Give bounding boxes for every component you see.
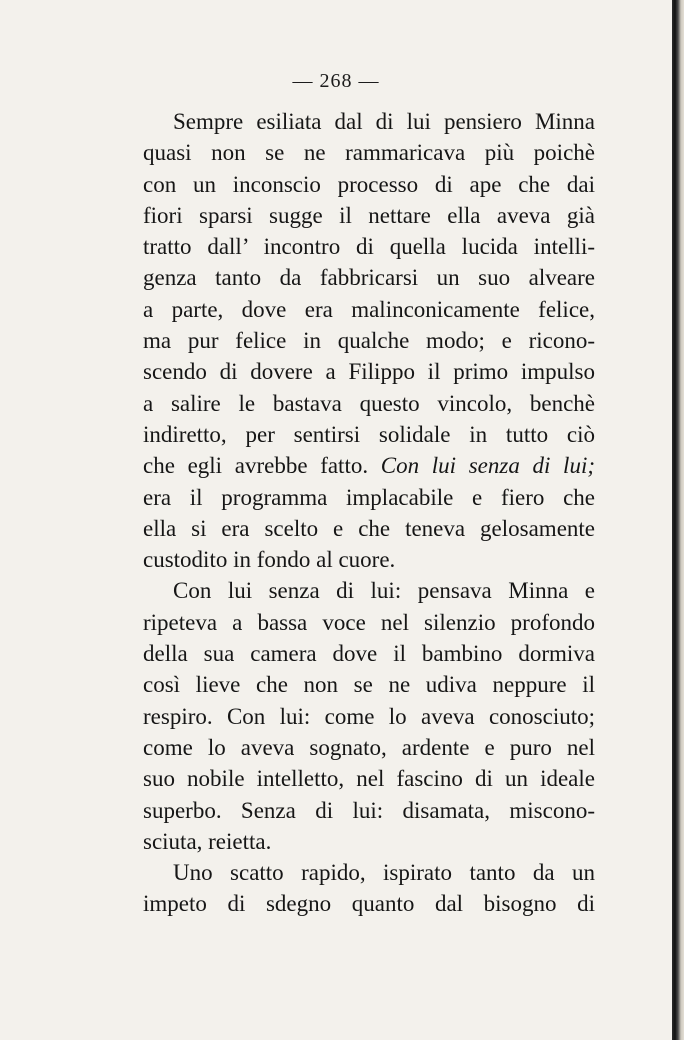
text-line (143, 325, 595, 356)
text-line (143, 137, 595, 168)
text-line-content: Sempre esiliata dal di lui pensiero Minna (173, 109, 595, 134)
text-line-content: quasi non se ne rammaricava più poichè (143, 140, 595, 166)
text-line (143, 607, 595, 638)
text-line (143, 669, 595, 700)
text-line-content: scendo di dovere a Filippo il primo impulso (143, 359, 595, 385)
text-line-content: Uno scatto rapido, ispirato tanto da un (173, 860, 595, 886)
text-line (143, 826, 595, 857)
text-line-content: suo nobile intelletto, nel fascino di un ideale (143, 766, 595, 792)
page-number: — 268 — (292, 70, 380, 92)
text-line-content: sciuta, reietta. (143, 828, 272, 854)
text-line (143, 888, 595, 919)
text-line (143, 701, 595, 732)
text-line-content: con un inconscio processo di ape che dai (143, 171, 595, 197)
page-binding-edge (672, 0, 684, 1040)
text-line (143, 513, 595, 544)
text-line-content: a salire le bastava questo vincolo, benchè (143, 390, 595, 416)
text-line (143, 795, 595, 826)
text-line (143, 356, 595, 387)
text-line (143, 169, 595, 200)
text-line-content: ma pur felice in qualche modo; e ricono- (143, 328, 595, 354)
text-line (143, 732, 595, 763)
text-line (143, 450, 595, 481)
text-line (143, 294, 595, 325)
text-line-content: custodito in fondo al cuore. (143, 547, 396, 573)
text-line-content: a parte, dove era malinconicamente felice, (143, 296, 595, 322)
text-line (143, 544, 595, 575)
text-line-content: genza tanto da fabbricarsi un suo alveare (143, 265, 595, 291)
text-line-content: come lo aveva sognato, ardente e puro nel (143, 734, 595, 760)
text-line-content: che egli avrebbe fatto. (143, 453, 369, 479)
text-line (143, 200, 595, 231)
text-line-content: respiro. Con lui: come lo aveva conosciuto; (143, 703, 595, 729)
text-line (143, 106, 595, 137)
text-line (143, 419, 595, 450)
body-text (143, 106, 595, 920)
text-line-content: della sua camera dove il bambino dormiva (143, 641, 595, 667)
text-line (143, 857, 595, 888)
text-line-content: era il programma implacabile e fiero che (143, 484, 595, 510)
text-line-content: tratto dall’ incontro di quella lucida intelli- (143, 234, 595, 260)
text-line-content: ripeteva a bassa voce nel silenzio profondo (143, 609, 595, 635)
text-line-content: così lieve che non se ne udiva neppure il (143, 672, 595, 698)
text-line-content: Con lui senza di lui: pensava Minna e (173, 578, 595, 604)
italic-phrase: Con lui senza di lui; (380, 453, 595, 479)
text-line (143, 638, 595, 669)
text-line (143, 388, 595, 419)
text-line (143, 763, 595, 794)
text-line (143, 262, 595, 293)
text-line-content: indiretto, per sentirsi solidale in tutto ciò (143, 421, 595, 447)
text-line-content: superbo. Senza di lui: disamata, miscono- (143, 797, 595, 823)
text-line (143, 231, 595, 262)
text-line-content: ella si era scelto e che teneva gelosamente (143, 515, 595, 541)
text-line-content: fiori sparsi sugge il nettare ella aveva già (143, 202, 595, 228)
text-line (143, 482, 595, 513)
text-line-content: impeto di sdegno quanto dal bisogno di (143, 891, 595, 917)
text-line (143, 575, 595, 606)
